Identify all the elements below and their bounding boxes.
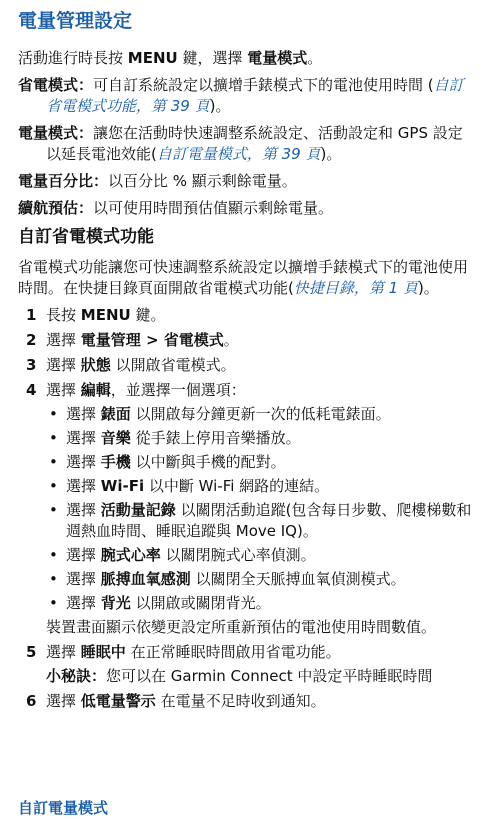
option-text: 從手錶上停用音樂播放。	[130, 429, 301, 447]
page-title: 電量管理設定	[18, 10, 133, 32]
tip-text: 您可以在 Garmin Connect 中設定平時睡眠時間	[106, 667, 433, 685]
option-item	[46, 404, 476, 425]
definition-item	[18, 75, 476, 117]
option-keyword: Wi‑Fi	[100, 477, 145, 495]
step-text: 選擇	[46, 356, 81, 374]
battery-mode-label: 電量模式	[247, 49, 308, 67]
option-text: 選擇	[66, 477, 101, 495]
step-number: 2	[26, 331, 37, 349]
definition-term: 省電模式：	[18, 76, 94, 94]
option-item	[46, 500, 476, 542]
option-text: 選擇	[66, 570, 101, 588]
option-text: 選擇	[66, 501, 101, 519]
paragraph-text: )。	[417, 279, 439, 297]
definition-item	[18, 123, 476, 165]
option-text: 以中斷 Wi‑Fi 網路的連結。	[144, 477, 330, 495]
step-keyword: 低電量警示	[80, 692, 156, 710]
option-keyword: 錶面	[100, 405, 131, 423]
option-text: 選擇	[66, 429, 101, 447]
option-item	[46, 593, 476, 614]
definition-list	[18, 75, 476, 219]
option-keyword: 音樂	[100, 429, 131, 447]
definition-term: 續航預估：	[18, 199, 94, 217]
next-section-heading-partial: 自訂電量模式	[18, 799, 109, 817]
intro-text: 。	[307, 49, 323, 67]
option-text: 以開啟或關閉背光。	[130, 594, 271, 612]
option-text: 選擇	[66, 594, 101, 612]
bullet-icon: •	[49, 594, 58, 612]
tip-label: 小秘訣：	[46, 667, 107, 685]
definition-item	[18, 198, 476, 219]
option-keyword: 手機	[100, 453, 131, 471]
option-text: 以開啟每分鐘更新一次的低耗電錶面。	[130, 405, 391, 423]
bullet-icon: •	[49, 453, 58, 471]
definition-text: 可自訂系統設定以擴增手錶模式下的電池使用時間 (	[93, 76, 434, 94]
option-item	[46, 569, 476, 590]
section-paragraph	[18, 257, 476, 299]
cross-reference-link[interactable]: 自訂電量模式，第 39 頁	[156, 145, 321, 163]
step-text: 在正常睡眠時間啟用省電功能。	[125, 643, 341, 661]
step-item	[18, 691, 476, 712]
step-item	[18, 305, 476, 326]
definition-text: 讓您在活動時快速調整系統設定、活動設定和 GPS 設定以延長電池效能(	[46, 124, 463, 163]
section-heading: 自訂省電模式功能	[18, 227, 154, 247]
step-item	[18, 380, 476, 638]
step-text: 選擇	[46, 643, 81, 661]
option-keyword: 脈搏血氧感測	[100, 570, 191, 588]
step-text: ，並選擇一個選項：	[110, 381, 246, 399]
step-number: 3	[26, 356, 37, 374]
intro-text: 鍵，選擇	[177, 49, 248, 67]
step-text: 長按	[46, 306, 81, 324]
definition-text: )。	[320, 145, 342, 163]
step-keyword: MENU	[80, 306, 131, 324]
definition-item	[18, 171, 476, 192]
paragraph-text: 省電模式功能讓您可快速調整系統設定以擴增手錶模式下的電池使用時間。在快捷目錄頁面開啟省電模式功能(	[18, 258, 469, 297]
intro-text: 活動進行時長按	[18, 49, 128, 67]
step-keyword: 睡眠中	[80, 643, 126, 661]
definition-text: 以可使用時間預估值顯示剩餘電量。	[93, 199, 334, 217]
intro-paragraph	[18, 48, 476, 69]
option-list	[46, 404, 476, 614]
step-text: 鍵。	[130, 306, 166, 324]
definition-text: 以百分比 % 顯示剩餘電量。	[108, 172, 297, 190]
option-keyword: 背光	[100, 594, 131, 612]
step-number: 6	[26, 692, 37, 710]
option-text: 選擇	[66, 453, 101, 471]
tip-note	[46, 666, 476, 687]
cross-reference-link[interactable]: 快捷目錄，第 1 頁	[293, 279, 418, 297]
step-keyword: 電量管理 > 省電模式	[80, 331, 224, 349]
cross-reference-link[interactable]: 自訂省電模式功能，第 39 頁	[46, 76, 464, 115]
step-text: 。	[223, 331, 239, 349]
option-keyword: 活動量記錄	[100, 501, 176, 519]
step-number: 5	[26, 643, 37, 661]
bullet-icon: •	[49, 405, 58, 423]
bullet-icon: •	[49, 429, 58, 447]
step-list	[18, 305, 476, 712]
bullet-icon: •	[49, 477, 58, 495]
step-item	[18, 642, 476, 687]
option-text: 以關閉全天脈搏血氧偵測模式。	[190, 570, 406, 588]
bullet-icon: •	[49, 501, 58, 519]
option-item	[46, 452, 476, 473]
step-text: 在電量不足時收到通知。	[155, 692, 326, 710]
step-item	[18, 330, 476, 351]
option-text: 以關閉腕式心率偵測。	[160, 546, 316, 564]
step-keyword: 狀態	[80, 356, 111, 374]
bullet-icon: •	[49, 546, 58, 564]
step-text: 以開啟省電模式。	[110, 356, 236, 374]
option-item	[46, 428, 476, 449]
step-text: 選擇	[46, 331, 81, 349]
step-item	[18, 355, 476, 376]
option-keyword: 腕式心率	[100, 546, 161, 564]
option-text: 選擇	[66, 546, 101, 564]
option-item	[46, 545, 476, 566]
menu-key-label: MENU	[127, 49, 178, 67]
definition-term: 電量百分比：	[18, 172, 109, 190]
step-keyword: 編輯	[80, 381, 111, 399]
option-text: 以中斷與手機的配對。	[130, 453, 286, 471]
option-item	[46, 476, 476, 497]
step-number: 4	[26, 381, 37, 399]
step-text: 選擇	[46, 381, 81, 399]
bullet-icon: •	[49, 570, 58, 588]
definition-text: )。	[209, 97, 231, 115]
option-text: 以關閉活動追蹤(包含每日步數、爬樓梯數和週熱血時間、睡眠追蹤與 Move IQ)。	[66, 501, 472, 540]
option-text: 選擇	[66, 405, 101, 423]
definition-term: 電量模式：	[18, 124, 94, 142]
step-text: 選擇	[46, 692, 81, 710]
step-note: 裝置畫面顯示依變更設定所重新預估的電池使用時間數值。	[46, 618, 437, 636]
step-number: 1	[26, 306, 37, 324]
